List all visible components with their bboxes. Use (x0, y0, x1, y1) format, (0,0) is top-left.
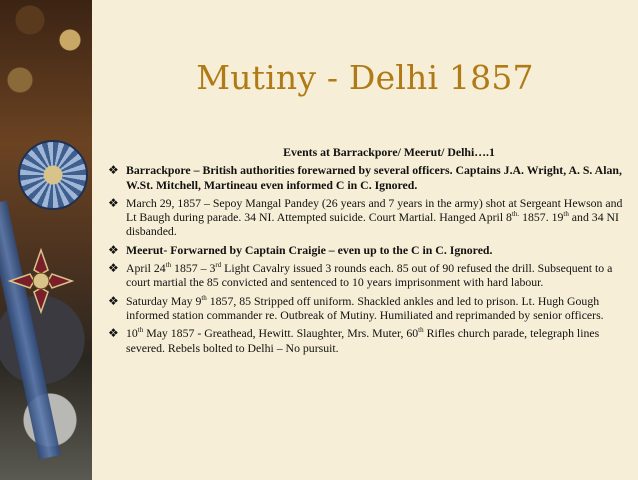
bullet-text: 1857. 19 (519, 210, 564, 225)
bullet-text: 10 (126, 326, 138, 341)
bullet-text: April 24 (126, 261, 166, 276)
bullet-text: May 1857 - Greathead, Hewitt. Slaughter, Mrs. Muter, 60 (143, 326, 419, 341)
bullet-text: 1857, 85 Stripped off uniform. Shackled ankles and led to prison. Lt. Hugh Gough informed station commander re. Outbreak of Mutiny. Humiliated and reprimanded by senior officers. (126, 293, 604, 322)
superscript: th (418, 326, 424, 335)
bullet-text: Meerut- Forwarned by Captain Craigie – even up to the C in C. Ignored. (126, 242, 493, 257)
bullet-text: Rifles church parade, telegraph lines severed. Rebels bolted to Delhi – No pursuit. (126, 326, 600, 355)
bullet-text: Barrackpore – British authorities forewarned by several officers. Captains J.A. Wright, A. S. Alan, W.St. Mitchell, Martineau even informed C in C. Ignored. (126, 163, 622, 192)
rosette-medal-icon (18, 140, 88, 210)
bullet-item (108, 163, 630, 192)
bullet-diamond-icon: ❖ (108, 293, 119, 308)
bullet-list (108, 163, 630, 355)
bullet-item (108, 261, 630, 290)
bullet-diamond-icon: ❖ (108, 163, 119, 178)
bullet-text: March 29, 1857 – Sepoy Mangal Pandey (26 years and 7 years in the army) shot at Sergeant Hewson and Lt Baugh during parade. 34 NI. Attempted suicide. Court Martial. Hanged April 8 (126, 195, 623, 225)
ribbon-decoration (0, 201, 61, 460)
bullet-diamond-icon: ❖ (108, 326, 119, 341)
superscript: th. (511, 210, 520, 219)
bullet-item (108, 243, 630, 257)
subheading: Events at Barrackpore/ Meerut/ Delhi….1 (283, 145, 495, 159)
bullet-item (108, 294, 630, 323)
superscript: th (563, 210, 569, 219)
bullet-text: 1857 – 3 (171, 261, 216, 276)
bullet-diamond-icon: ❖ (108, 242, 119, 257)
superscript: rd (215, 261, 222, 270)
bullet-text: and 34 NI disbanded. (126, 210, 619, 239)
slide-title: Mutiny - Delhi 1857 (196, 58, 534, 97)
bullet-text: Saturday May 9 (126, 293, 202, 308)
bullet-item (108, 196, 630, 239)
bullet-item (108, 326, 630, 355)
bullet-text: Light Cavalry issued 3 rounds each. 85 out of 90 refused the drill. Subsequent to a court martial the 85 convicted and sentenced to 10 years imprisonment with hard labour. (126, 261, 613, 290)
superscript: th (137, 326, 144, 335)
slide-content (108, 145, 630, 359)
cross-medal-icon (8, 248, 74, 314)
superscript: th (201, 293, 207, 302)
decorative-medals-image (0, 0, 92, 480)
bullet-diamond-icon: ❖ (108, 261, 119, 276)
bullet-diamond-icon: ❖ (108, 195, 119, 210)
superscript: th (165, 261, 172, 270)
